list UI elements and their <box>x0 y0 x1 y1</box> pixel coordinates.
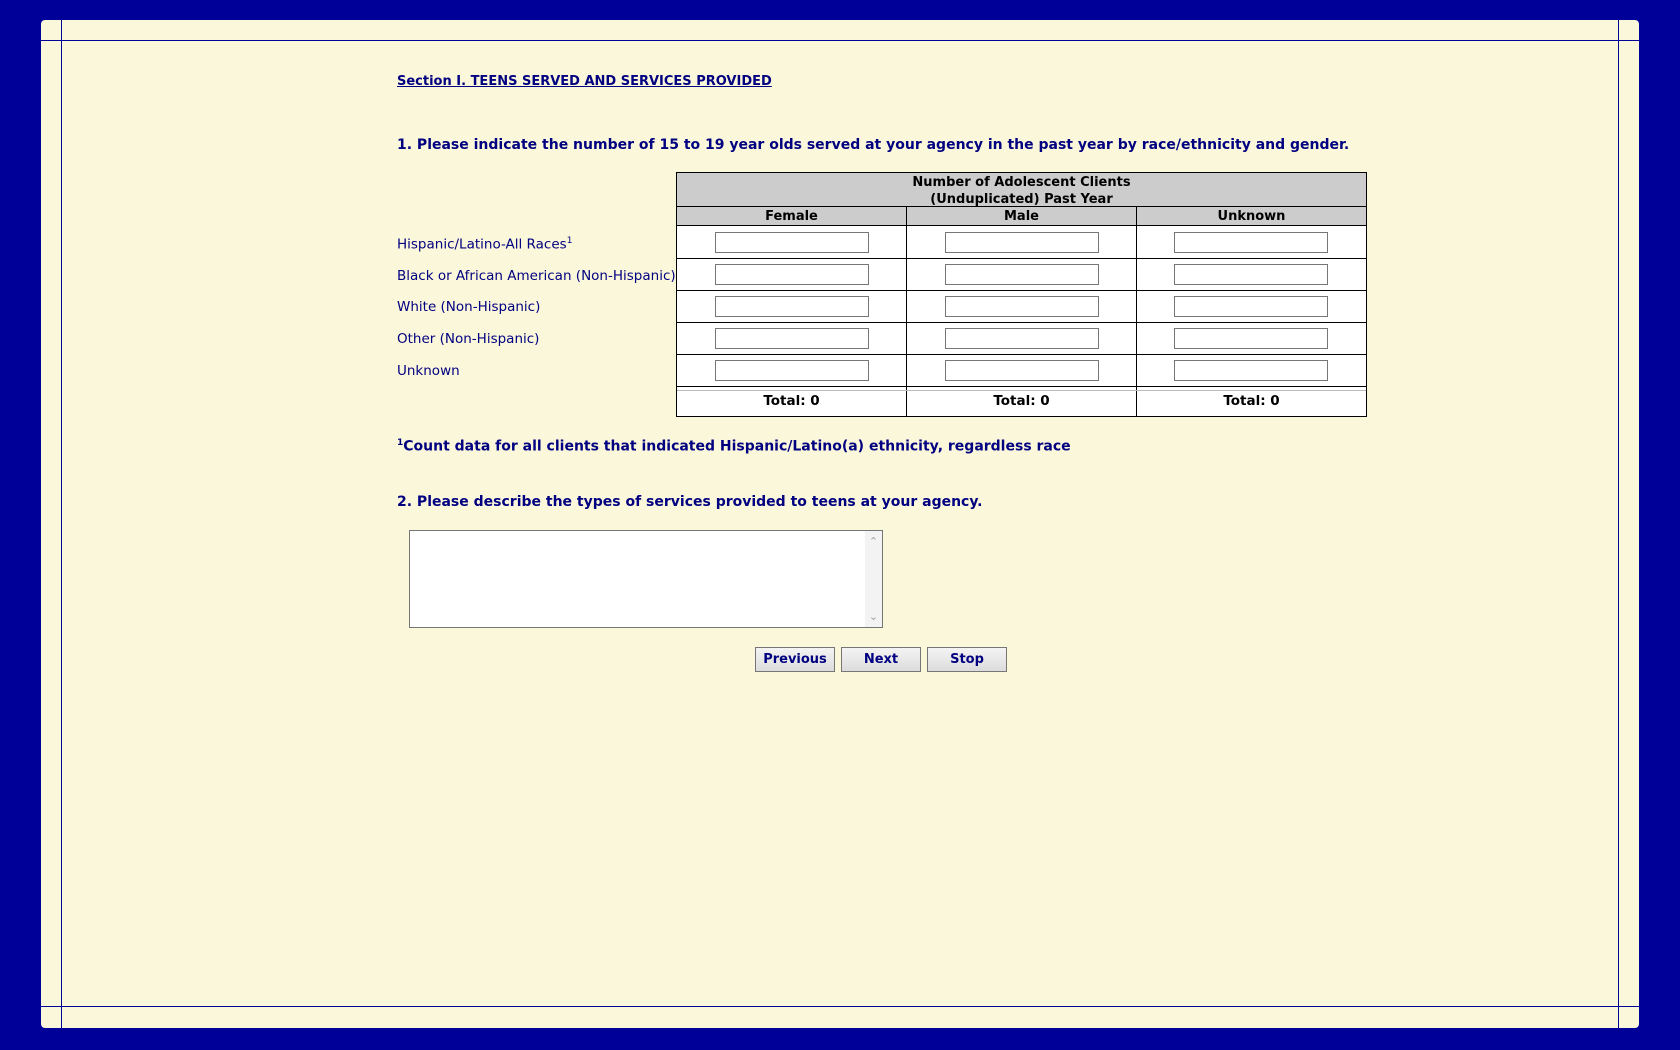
hispanic-unknown-input[interactable] <box>1174 232 1328 253</box>
column-divider <box>1136 207 1137 416</box>
total-female: Total: 0 <box>763 393 820 409</box>
table-header-line1: Number of Adolescent Clients <box>912 175 1131 190</box>
column-divider <box>906 207 907 416</box>
frame-rule-left <box>61 20 62 1028</box>
frame-rule-right <box>1618 20 1619 1028</box>
services-textarea[interactable] <box>410 531 865 627</box>
unknown-male-input[interactable] <box>945 360 1099 381</box>
white-female-input[interactable] <box>715 296 869 317</box>
row-label-black: Black or African American (Non-Hispanic) <box>397 268 676 284</box>
question-2-text: 2. Please describe the types of services provided to teens at your agency. <box>397 494 983 510</box>
column-header-female: Female <box>677 207 906 226</box>
section-title[interactable]: Section I. TEENS SERVED AND SERVICES PROVIDED <box>397 74 772 89</box>
question-1-text: 1. Please indicate the number of 15 to 19 year olds served at your agency in the past year by race/ethnicity and gender. <box>397 137 1350 153</box>
row-divider <box>677 354 1366 355</box>
row-divider <box>677 390 1366 391</box>
white-unknown-input[interactable] <box>1174 296 1328 317</box>
total-male: Total: 0 <box>993 393 1050 409</box>
row-divider <box>677 322 1366 323</box>
unknown-female-input[interactable] <box>715 360 869 381</box>
white-male-input[interactable] <box>945 296 1099 317</box>
unknown-unknown-input[interactable] <box>1174 360 1328 381</box>
previous-button[interactable]: Previous <box>755 647 835 672</box>
row-label-text: Hispanic/Latino-All Races <box>397 236 567 253</box>
row-label-white: White (Non-Hispanic) <box>397 299 541 315</box>
frame-rule-top <box>41 40 1639 41</box>
chevron-down-icon[interactable]: ⌄ <box>868 610 879 623</box>
other-unknown-input[interactable] <box>1174 328 1328 349</box>
chevron-up-icon[interactable]: ⌃ <box>868 535 879 548</box>
hispanic-female-input[interactable] <box>715 232 869 253</box>
clients-table <box>676 172 1367 417</box>
services-textarea-wrapper <box>409 530 883 628</box>
row-divider <box>677 290 1366 291</box>
row-divider <box>677 386 1366 387</box>
total-unknown: Total: 0 <box>1223 393 1280 409</box>
column-header-male: Male <box>907 207 1136 226</box>
next-button[interactable]: Next <box>841 647 921 672</box>
frame-rule-bottom <box>41 1006 1639 1007</box>
footnote-marker: 1 <box>566 236 573 246</box>
hispanic-male-input[interactable] <box>945 232 1099 253</box>
other-male-input[interactable] <box>945 328 1099 349</box>
footnote-marker: 1 <box>397 438 404 448</box>
table-header-line2: (Unduplicated) Past Year <box>930 192 1113 207</box>
column-header-unknown: Unknown <box>1137 207 1366 226</box>
textarea-scrollbar[interactable] <box>865 531 882 627</box>
footnote-text: Count data for all clients that indicated Hispanic/Latino(a) ethnicity, regardless race <box>403 438 1071 455</box>
row-divider <box>677 258 1366 259</box>
row-label-hispanic <box>397 236 572 253</box>
page-panel <box>41 20 1639 1028</box>
black-male-input[interactable] <box>945 264 1099 285</box>
black-unknown-input[interactable] <box>1174 264 1328 285</box>
black-female-input[interactable] <box>715 264 869 285</box>
row-label-other: Other (Non-Hispanic) <box>397 331 540 347</box>
table-group-header <box>677 173 1366 207</box>
stop-button[interactable]: Stop <box>927 647 1007 672</box>
other-female-input[interactable] <box>715 328 869 349</box>
footnote <box>397 438 1071 455</box>
row-label-unknown: Unknown <box>397 363 460 379</box>
